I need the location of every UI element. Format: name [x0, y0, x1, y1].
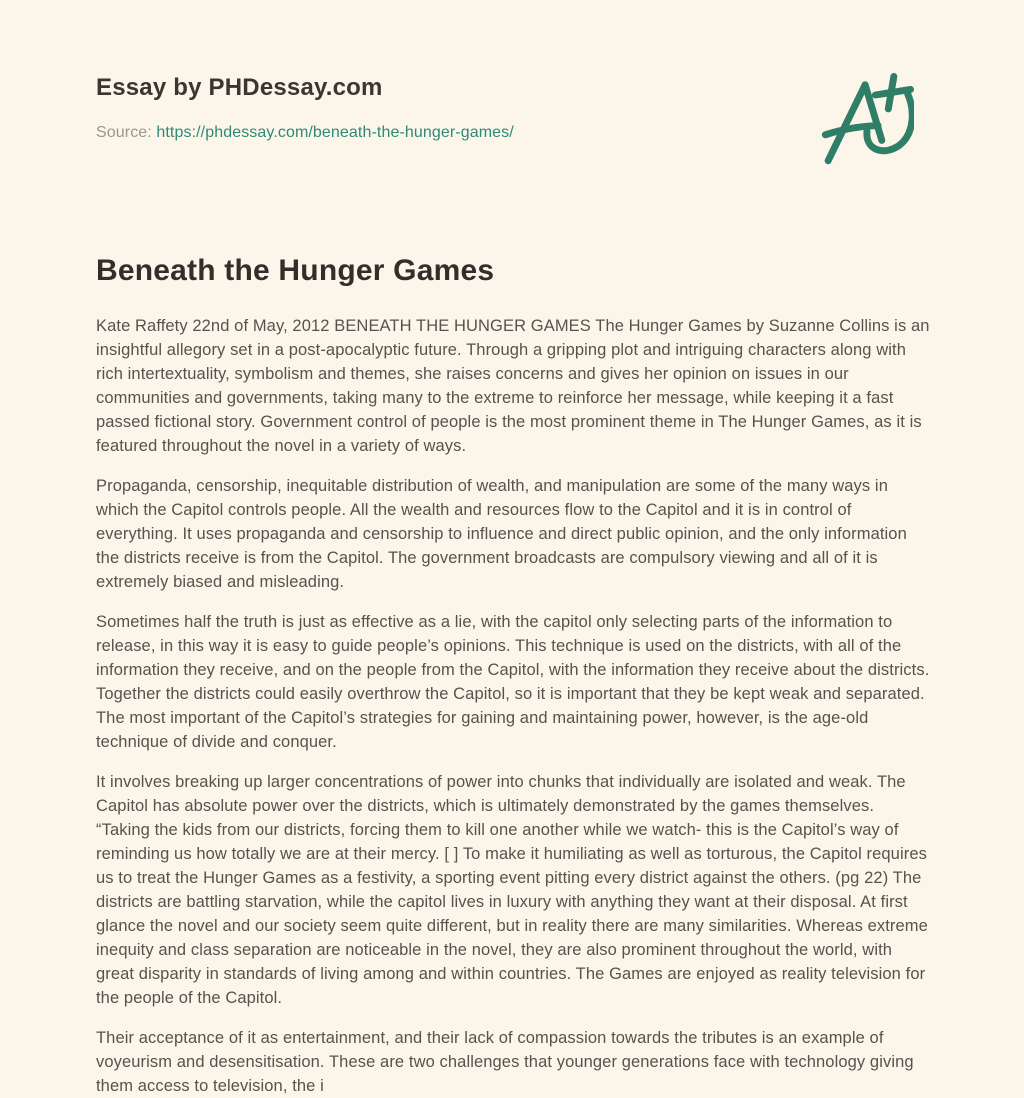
essay-article [96, 254, 932, 1098]
essay-paragraph: Propaganda, censorship, inequitable distribution of wealth, and manipulation are some of the many ways in which the Capitol controls people. All the wealth and resources flow to the Capitol and it is in control of everything. It uses propaganda and censorship to influence and direct public opinion, and the only information the districts receive is from the Capitol. The government broadcasts are compulsory viewing and all of it is extremely biased and misleading. [96, 477, 907, 591]
essay-paragraph: Their acceptance of it as entertainment, and their lack of compassion towards the tributes is an example of voyeurism and desensitisation. These are two challenges that younger generations face with technology giving them access to television, the i [96, 1029, 914, 1095]
a-plus-logo-icon [820, 70, 914, 170]
site-title: Essay by PHDessay.com [96, 74, 383, 101]
header-text-block [96, 74, 514, 142]
page-header [96, 74, 932, 170]
source-line [96, 124, 514, 142]
essay-paragraph: It involves breaking up larger concentrations of power into chunks that individually are isolated and weak. The Capitol has absolute power over the districts, which is ultimately demonstrated by the games themselves. “Taking the kids from our districts, forcing them to kill one another while we watch- this is the Capitol’s way of reminding us how totally we are at their mercy. [ ] To make it humiliating as well as torturous, the Capitol requires us to treat the Hunger Games as a festivity, a sporting event pitting every district against the others. (pg 22) The districts are battling starvation, while the capitol lives in luxury with anything they want at their disposal. At first glance the novel and our society seem quite different, but in reality there are many similarities. Whereas extreme inequity and class separation are noticeable in the novel, they are also prominent throughout the world, with great disparity in standards of living among and within countries. The Games are enjoyed as reality television for the people of the Capitol. [96, 773, 928, 1007]
essay-title: Beneath the Hunger Games [96, 254, 495, 287]
essay-body [96, 314, 932, 1098]
essay-paragraph: Sometimes half the truth is just as effective as a lie, with the capitol only selecting parts of the information to release, in this way it is easy to guide people’s opinions. This technique is used on the districts, with all of the information they receive, and on the people from the Capitol, with the information they receive about the districts. Together the districts could easily overthrow the Capitol, so it is important that they be kept weak and separated. The most important of the Capitol’s strategies for gaining and maintaining power, however, is the age-old technique of divide and conquer. [96, 613, 930, 751]
essay-paragraph: Kate Raffety 22nd of May, 2012 BENEATH THE HUNGER GAMES The Hunger Games by Suzanne Collins is an insightful allegory set in a post-apocalyptic future. Through a gripping plot and intriguing characters along with rich intertextuality, symbolism and themes, she raises concerns and gives her opinion on issues in our communities and governments, taking many to the extreme to reinforce her message, while keeping it a fast passed fictional story. Government control of people is the most prominent theme in The Hunger Games, as it is featured throughout the novel in a variety of ways. [96, 317, 930, 455]
source-link[interactable]: https://phdessay.com/beneath-the-hunger-games/ [156, 124, 514, 141]
source-label: Source: [96, 124, 152, 141]
